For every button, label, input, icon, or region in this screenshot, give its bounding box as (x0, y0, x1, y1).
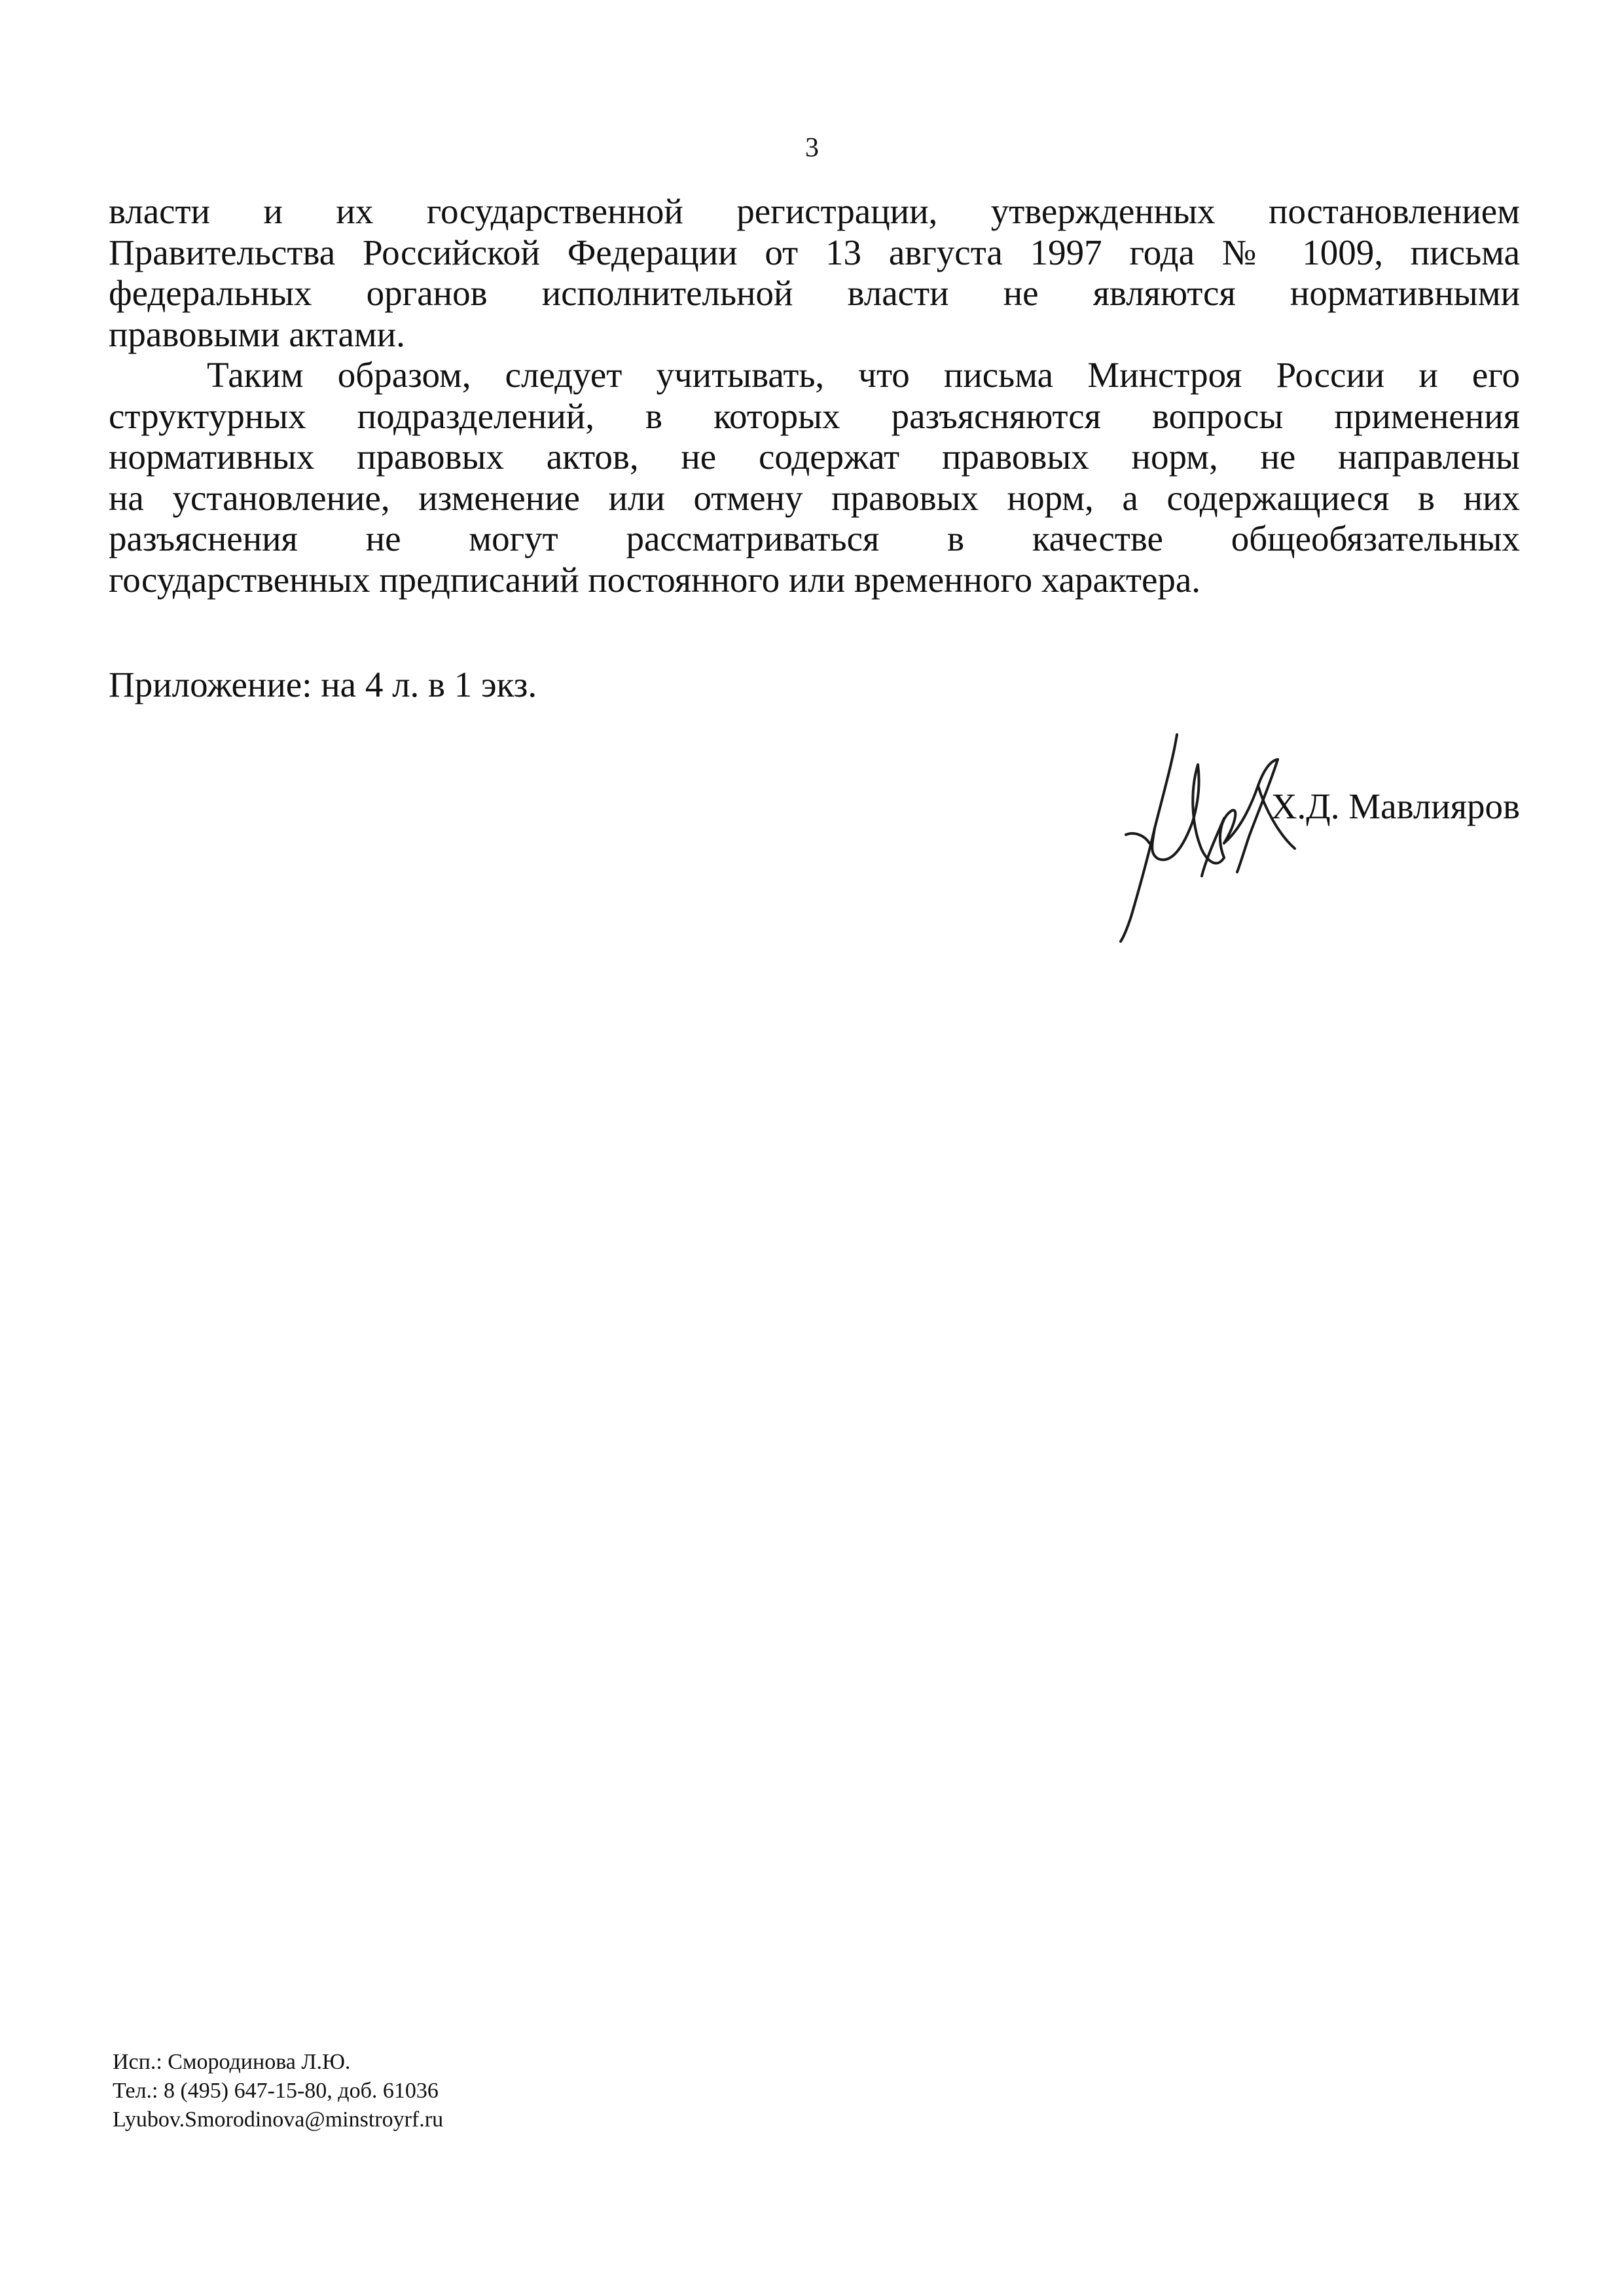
page-number: 3 (805, 133, 819, 163)
text-line: правовыми актами. (109, 314, 405, 354)
text-line: Правительства Российской Федерации от 13 августа 1997 года № 1009, письма (109, 232, 1520, 272)
letter-body (109, 191, 1520, 600)
executor-email: Lyubov.Smorodinova@minstroyrf.ru (113, 2107, 444, 2132)
executor-name: Исп.: Смородинова Л.Ю. (113, 2050, 351, 2074)
attachment-note: Приложение: на 4 л. в 1 экз. (109, 665, 537, 704)
text-line: разъяснения не могут рассматриваться в качестве общеобязательных (109, 519, 1520, 558)
paragraph-conclusion (109, 355, 1520, 600)
handwritten-signature (1087, 720, 1296, 943)
text-line: государственных предписаний постоянного или временного характера. (109, 559, 1201, 600)
text-line: нормативных правовых актов, не содержат правовых норм, не направлены (109, 437, 1520, 477)
executor-contacts (113, 2048, 443, 2134)
text-line: Таким образом, следует учитывать, что письма Минстроя России и его (207, 355, 1520, 395)
signer-name: Х.Д. Мавлияров (1271, 786, 1520, 826)
text-line: структурных подразделений, в которых разъясняются вопросы применения (109, 395, 1520, 436)
text-line: федеральных органов исполнительной власти не являются нормативными (109, 273, 1520, 313)
text-line: власти и их государственной регистрации, утвержденных постановлением (109, 191, 1520, 231)
text-line: на установление, изменение или отмену правовых норм, а содержащиеся в них (109, 477, 1520, 518)
executor-phone: Тел.: 8 (495) 647-15-80, доб. 61036 (113, 2079, 439, 2103)
paragraph-continuation (109, 191, 1520, 355)
